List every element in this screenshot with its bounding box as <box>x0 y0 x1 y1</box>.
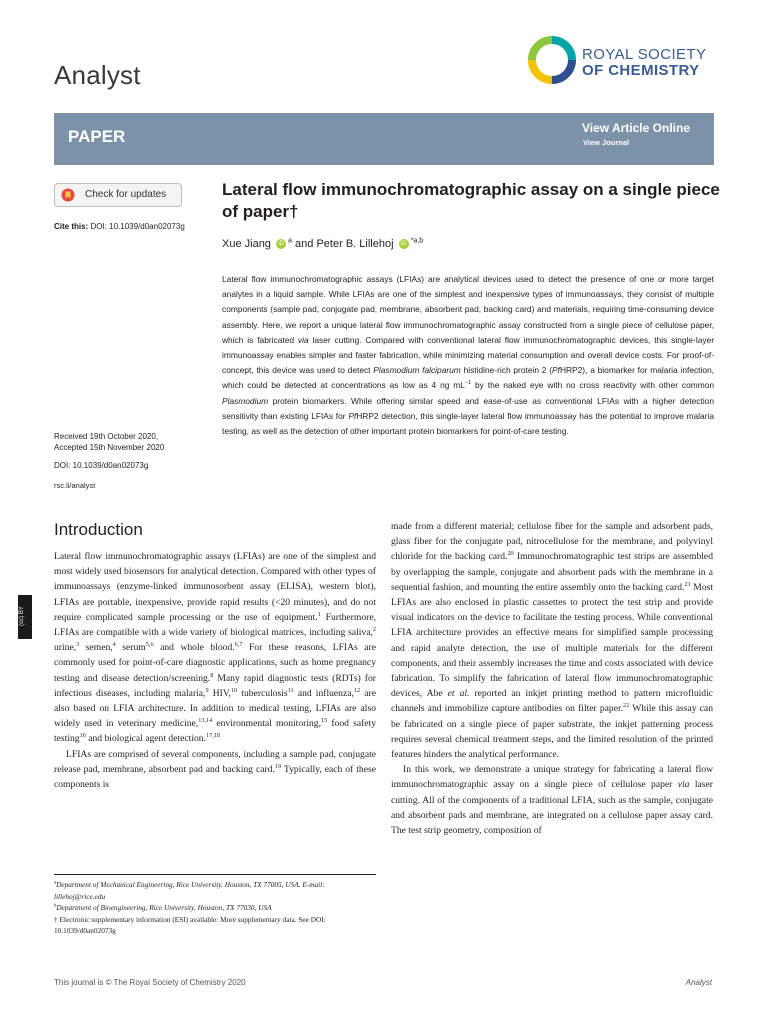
article-title: Lateral flow immunochromatographic assay on a single piece of paper† <box>222 180 720 221</box>
cite-doi[interactable]: DOI: 10.1039/d0an02073g <box>90 222 185 231</box>
author-2-name[interactable]: Peter B. Lillehoj <box>316 238 394 250</box>
footer-journal: Analyst <box>685 978 712 987</box>
accepted-date: Accepted 15th November 2020 <box>54 443 165 452</box>
paragraph: In this work, we demonstrate a unique strategy for fabricating a lateral flow immunochromatographic assay on a single piece of cellulose paper via laser cutting. All of the components of a traditional LFIA, such as the sample, conjugate and absorbent pads and membrane, are integrated on a cellulose paper assay card. The test strip geometry, composition of <box>391 764 713 837</box>
view-article-online-link[interactable]: View Article Online <box>581 121 690 135</box>
footer-copyright: This journal is © The Royal Society of Chemistry 2020 <box>54 978 246 987</box>
publisher-line-2: OF CHEMISTRY <box>582 62 700 79</box>
publisher-line-1: ROYAL SOCIETY <box>582 46 707 63</box>
paragraph: LFIAs are comprised of several components, including a sample pad, conjugate release pad, membrane, absorbent pad and backing card.$^{19}$ Typically, each of these components is <box>54 748 376 791</box>
cite-label: Cite this: <box>54 222 89 231</box>
footnotes <box>54 879 376 937</box>
author-1-name[interactable]: Xue Jiang <box>222 238 271 250</box>
esi-note: † Electronic supplementary information (ESI) available: More supplementary data. See DOI: 10.1039/d0an02073g <box>54 914 326 935</box>
cc-license-badge[interactable] <box>18 595 32 639</box>
introduction-heading: Introduction <box>54 520 143 539</box>
author-2-affiliation: *a,b <box>410 236 424 245</box>
check-updates-button[interactable] <box>54 183 182 207</box>
section-label: PAPER <box>68 127 126 146</box>
journal-name: Analyst <box>54 60 141 90</box>
author-1-affiliation: a <box>288 236 292 245</box>
author-conjunction: and <box>295 238 314 250</box>
body-column-left <box>54 549 376 792</box>
cite-info <box>54 222 185 231</box>
check-updates-label: Check for updates <box>85 189 167 200</box>
rsc-logo[interactable] <box>528 36 728 84</box>
cc-license-label: (cc) BY <box>18 606 25 626</box>
orcid-icon[interactable]: iD <box>399 239 409 249</box>
view-journal-link[interactable]: View Journal <box>583 138 630 147</box>
orcid-icon[interactable]: iD <box>276 239 286 249</box>
abstract: Lateral flow immunochromatographic assays (LFIAs) are analytical devices used to detect the presence of one or more target analytes in a liquid sample. While LFIAs are one of the simplest and inexpensive types of immunoassays, they consist of multiple components (sample pad, conjugate pad, membrane, absorbent pad, backing card) and materials, requiring time-consuming device assembly. Here, we report a unique lateral flow immunochromatographic assay constructed from a single piece of cellulose paper, which is fabricated via laser cutting. Compared with conventional lateral flow immunochromatographic devices, this single-layer immunoassay enables simpler and faster fabrication, while minimizing material consumption and overall device costs. For proof-of-concept, this device was used to detect Plasmodium falciparum histidine-rich protein 2 (PfHRP2), a biomarker for malaria infection, which could be detected at concentrations as low as 4 ng $mL^{-1}$ by the naked eye with no cross reactivity with other common Plasmodium protein biomarkers. While offering similar speed and ease-of-use as conventional LFIAs with a higher detection sensitivity than existing LFIAs for PfHRP2 detection, this single-layer lateral flow immunoassay has the potential to improve malaria testing, as well as the detection of other important protein biomarkers for point-of-care testing. <box>222 274 715 437</box>
rsc-logo-icon <box>528 36 576 84</box>
article-doi[interactable]: DOI: 10.1039/d0an02073g <box>54 461 149 470</box>
article-dates <box>54 431 164 453</box>
author-list <box>222 238 423 250</box>
footnote-divider <box>54 874 376 875</box>
paragraph: Lateral flow immunochromatographic assays (LFIAs) are one of the simplest and most widely used biosensors for analytical detection. Compared with other types of immunoassays (enzyme-linked immunosorbent assay (ELISA), western blot), LFIAs are portable, inexpensive, provide rapid results (<20 minutes), and do not require complicated sample processing or the use of equipment.$^1$ Furthermore, LFIAs are compatible with a wide variety of biological matrices, including saliva,$^2$ urine,$^3$ semen,$^4$ serum$^{5,6}$ and whole blood.$^{6,7}$ For these reasons, LFIAs are commonly used for point-of-care diagnostic applications, such as home pregnancy testing and disease detection/screening.$^8$ Many rapid diagnostic tests (RDTs) for infectious diseases, including malaria,$^9$ HIV,$^{10}$ tuberculosis$^{11}$ and influenza,$^{12}$ are also based on LFIA architecture. In addition to medical testing, LFIAs are also widely used in veterinary medicine,$^{13,14}$ environmental monitoring,$^{15}$ food safety testing$^{16}$ and biological agent detection.$^{17,18}$ <box>54 551 377 745</box>
section-banner <box>54 113 714 165</box>
affiliation-b: $^b$Department of Bioengineering, Rice University, Houston, TX 77030, USA <box>54 903 272 912</box>
affiliation-a: $^a$Department of Mechanical Engineering, Rice University, Houston, TX 77005, USA. E-mail: lillehoj@rice.edu <box>54 880 325 901</box>
body-column-right <box>391 519 713 838</box>
bookmark-check-icon <box>61 188 75 202</box>
received-date: Received 19th October 2020, <box>54 432 159 441</box>
paragraph: made from a different material; cellulose fiber for the sample and adsorbent pads, glass fiber for the conjugate pad, nitrocellulose for the membrane, and polyvinyl chloride for the backing card.$^{20}$ Immunochromatographic test strips are assembled by overlapping the sample, conjugate and absorbent pads with the membrane in a sequential fashion, and mounting the entire assembly onto the backing card.$^{21}$ Most LFIAs are also enclosed in plastic cassettes to protect the test strip and provide visual indicators on the device to facilitate the testing process. While conventional LFIA architecture provides an effective means for simplified sample processing and rapid analyte detection, the use of multiple materials for the different components, and their assembly increases the time and costs associated with device fabrication. To simplify the fabrication of lateral flow immunochromatographic devices, Abe et al. reported an inkjet printing method to pattern microfluidic channels and immobilize capture antibodies on filter paper.$^{22}$ While this assay can be fabricated on a single piece of paper substrate, the inkjet patterning process requires several chemical treatment steps, and the limited resolution of the printed features hinders the analytical performance. <box>391 521 714 761</box>
journal-site-link[interactable]: rsc.li/analyst <box>54 481 96 490</box>
